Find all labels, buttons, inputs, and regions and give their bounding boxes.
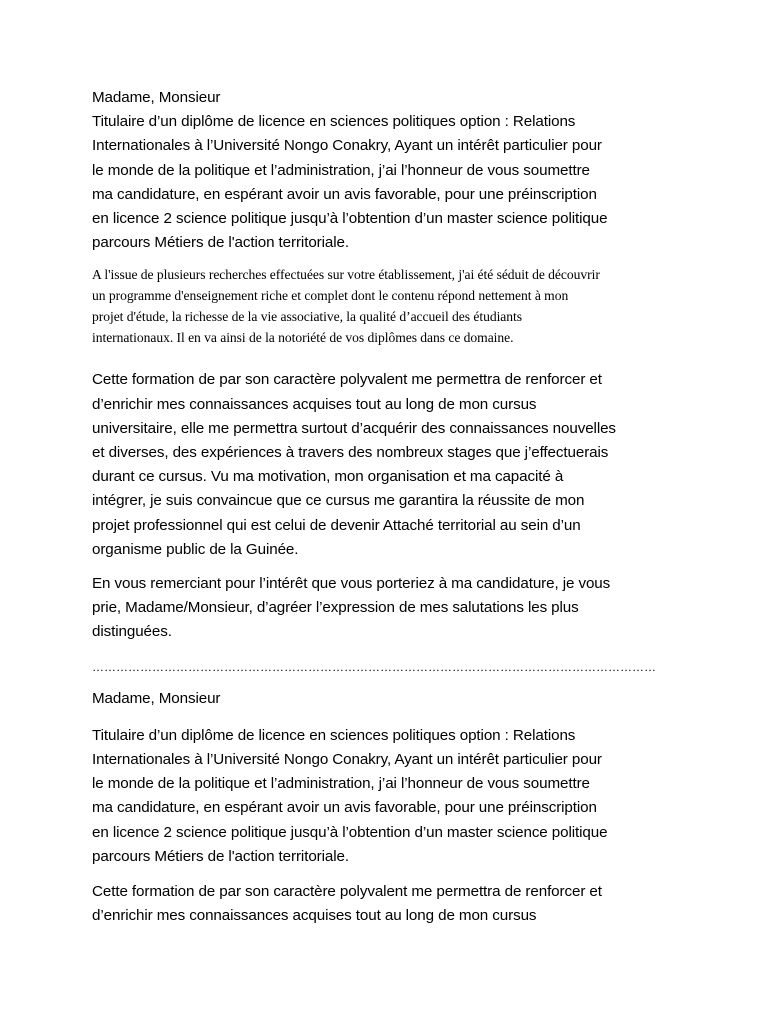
dotted-separator: …………………………………………………………………………………………………………………………… [92,659,656,674]
formation-paragraph [92,880,708,928]
text-line: distinguées. [92,623,172,641]
text-line: parcours Métiers de l'action territoriale. [92,847,349,865]
intro-paragraph [92,110,708,255]
text-line: Cette formation de par son caractère polyvalent me permettra de renforcer et [92,371,602,389]
text-line: Internationales à l’Université Nongo Conakry, Ayant un intérêt particulier pour [92,137,602,155]
letter-2 [92,687,708,929]
text-line: Cette formation de par son caractère polyvalent me permettra de renforcer et [92,883,602,901]
letter-1 [92,86,708,645]
text-line: durant ce cursus. Vu ma motivation, mon organisation et ma capacité à [92,468,564,486]
text-line: universitaire, elle me permettra surtout d’acquérir des connaissances nouvelles [92,419,616,437]
text-line: d’enrichir mes connaissances acquises tout au long de mon cursus [92,907,537,925]
research-paragraph [92,264,708,348]
text-line: ma candidature, en espérant avoir un avis favorable, pour une préinscription [92,185,597,203]
text-line: En vous remerciant pour l’intérêt que vous porteriez à ma candidature, je vous [92,575,611,593]
intro-paragraph [92,724,708,869]
text-line: Internationales à l’Université Nongo Conakry, Ayant un intérêt particulier pour [92,751,602,769]
text-line: organisme public de la Guinée. [92,540,299,558]
text-line: Titulaire d’un diplôme de licence en sciences politiques option : Relations [92,726,576,744]
text-line: d’enrichir mes connaissances acquises tout au long de mon cursus [92,395,537,413]
text-line: et diverses, des expériences à travers des nombreux stages que j’effectuerais [92,444,609,462]
text-line: le monde de la politique et l’administration, j’ai l’honneur de vous soumettre [92,775,590,793]
text-line: intégrer, je suis convaincue que ce cursus me garantira la réussite de mon [92,492,585,510]
text-line: projet professionnel qui est celui de devenir Attaché territorial au sein d’un [92,516,581,534]
salutation: Madame, Monsieur [92,89,221,106]
text-line: en licence 2 science politique jusqu’à l’obtention d’un master science politique [92,823,608,841]
text-line: en licence 2 science politique jusqu’à l’obtention d’un master science politique [92,210,608,228]
text-line: projet d'étude, la richesse de la vie associative, la qualité d’accueil des étudiants [92,309,523,325]
text-line: A l'issue de plusieurs recherches effectuées sur votre établissement, j'ai été séduit de découvrir [92,267,600,283]
salutation: Madame, Monsieur [92,689,221,707]
text-line: un programme d'enseignement riche et complet dont le contenu répond nettement à mon [92,288,569,304]
closing-paragraph [92,572,708,645]
formation-paragraph [92,368,708,562]
text-line: Titulaire d’un diplôme de licence en sciences politiques option : Relations [92,113,576,131]
text-line: le monde de la politique et l’administration, j’ai l’honneur de vous soumettre [92,161,590,179]
text-line: internationaux. Il en va ainsi de la notoriété de vos diplômes dans ce domaine. [92,330,514,346]
text-line: prie, Madame/Monsieur, d’agréer l’expression de mes salutations les plus [92,599,579,617]
text-line: ma candidature, en espérant avoir un avis favorable, pour une préinscription [92,799,597,817]
text-line: parcours Métiers de l'action territoriale. [92,234,349,252]
